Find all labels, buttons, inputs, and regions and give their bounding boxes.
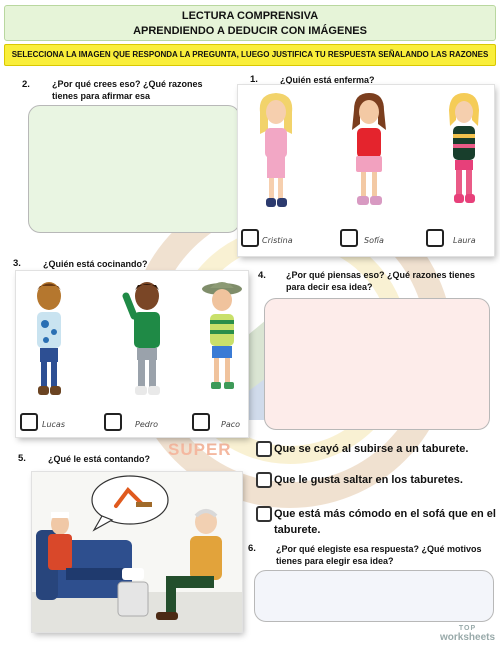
q1-image-panel (238, 85, 494, 256)
name-laura: Laura (453, 236, 476, 245)
doctor-patient-illustration (32, 472, 242, 632)
q3-image-panel (16, 271, 248, 437)
title-line-2: APRENDIENDO A DEDUCIR CON IMÁGENES (133, 25, 367, 37)
q5-number: 5. (18, 453, 26, 464)
q2-answer-box[interactable] (28, 105, 240, 233)
instruction-banner: SELECCIONA LA IMAGEN QUE RESPONDA LA PREGUNTA, LUEGO JUSTIFICA TU RESPUESTA SEÑALANDO LAS RAZONES (4, 44, 496, 66)
option-1-checkbox[interactable] (256, 441, 272, 457)
checkbox-cristina[interactable] (241, 229, 259, 247)
boy-paco-figure (200, 276, 244, 402)
q4-text: ¿Por qué piensas eso? ¿Qué razones tienes para decir esa idea? (286, 270, 476, 292)
boy-pedro-figure (120, 276, 170, 402)
name-lucas: Lucas (42, 420, 65, 429)
q4-answer-box[interactable] (264, 298, 490, 430)
q3-text: ¿Quién está cocinando? (43, 259, 148, 269)
q6-number: 6. (248, 543, 256, 554)
checkbox-lucas[interactable] (20, 413, 38, 431)
q3-number: 3. (13, 258, 21, 269)
girl-laura-figure (444, 90, 484, 214)
q2-number: 2. (22, 79, 30, 90)
watermark-text: SUPER (168, 440, 232, 459)
logo-top-text: TOP (458, 625, 477, 632)
option-3-checkbox[interactable] (256, 506, 272, 522)
q1-number: 1. (250, 74, 258, 85)
q6-text: ¿Por qué elegiste esa respuesta? ¿Qué motivos tienes para elegir esa idea? (276, 544, 482, 566)
option-2-text: Que le gusta saltar en los taburetes. (274, 474, 463, 486)
logo-bottom-text: worksheets (440, 632, 496, 643)
checkbox-pedro[interactable] (104, 413, 122, 431)
q6-answer-box[interactable] (254, 570, 494, 622)
name-pedro: Pedro (135, 420, 159, 429)
q5-text: ¿Qué le está contando? (48, 454, 151, 464)
girl-cristina-figure (254, 90, 298, 214)
q2-text: ¿Por qué crees eso? ¿Qué razones tienes para afirmar esa (52, 79, 203, 101)
name-cristina: Cristina (262, 236, 293, 245)
option-1-text: Que se cayó al subirse a un taburete. (274, 443, 469, 455)
boy-lucas-figure (28, 276, 70, 402)
checkbox-laura[interactable] (426, 229, 444, 247)
girl-sofia-figure (346, 90, 392, 214)
topworksheets-logo (440, 624, 495, 642)
worksheet-title (4, 5, 496, 41)
q5-image-panel (32, 472, 242, 632)
title-line-1: LECTURA COMPRENSIVA (181, 10, 319, 22)
checkbox-sofia[interactable] (340, 229, 358, 247)
option-3-text: Que está más cómodo en el sofá que en el taburete. (274, 508, 496, 536)
name-paco: Paco (221, 420, 241, 429)
option-2-checkbox[interactable] (256, 472, 272, 488)
name-sofia: Sofía (364, 236, 384, 245)
q1-text: ¿Quién está enferma? (280, 75, 375, 85)
checkbox-paco[interactable] (192, 413, 210, 431)
q4-number: 4. (258, 270, 266, 281)
